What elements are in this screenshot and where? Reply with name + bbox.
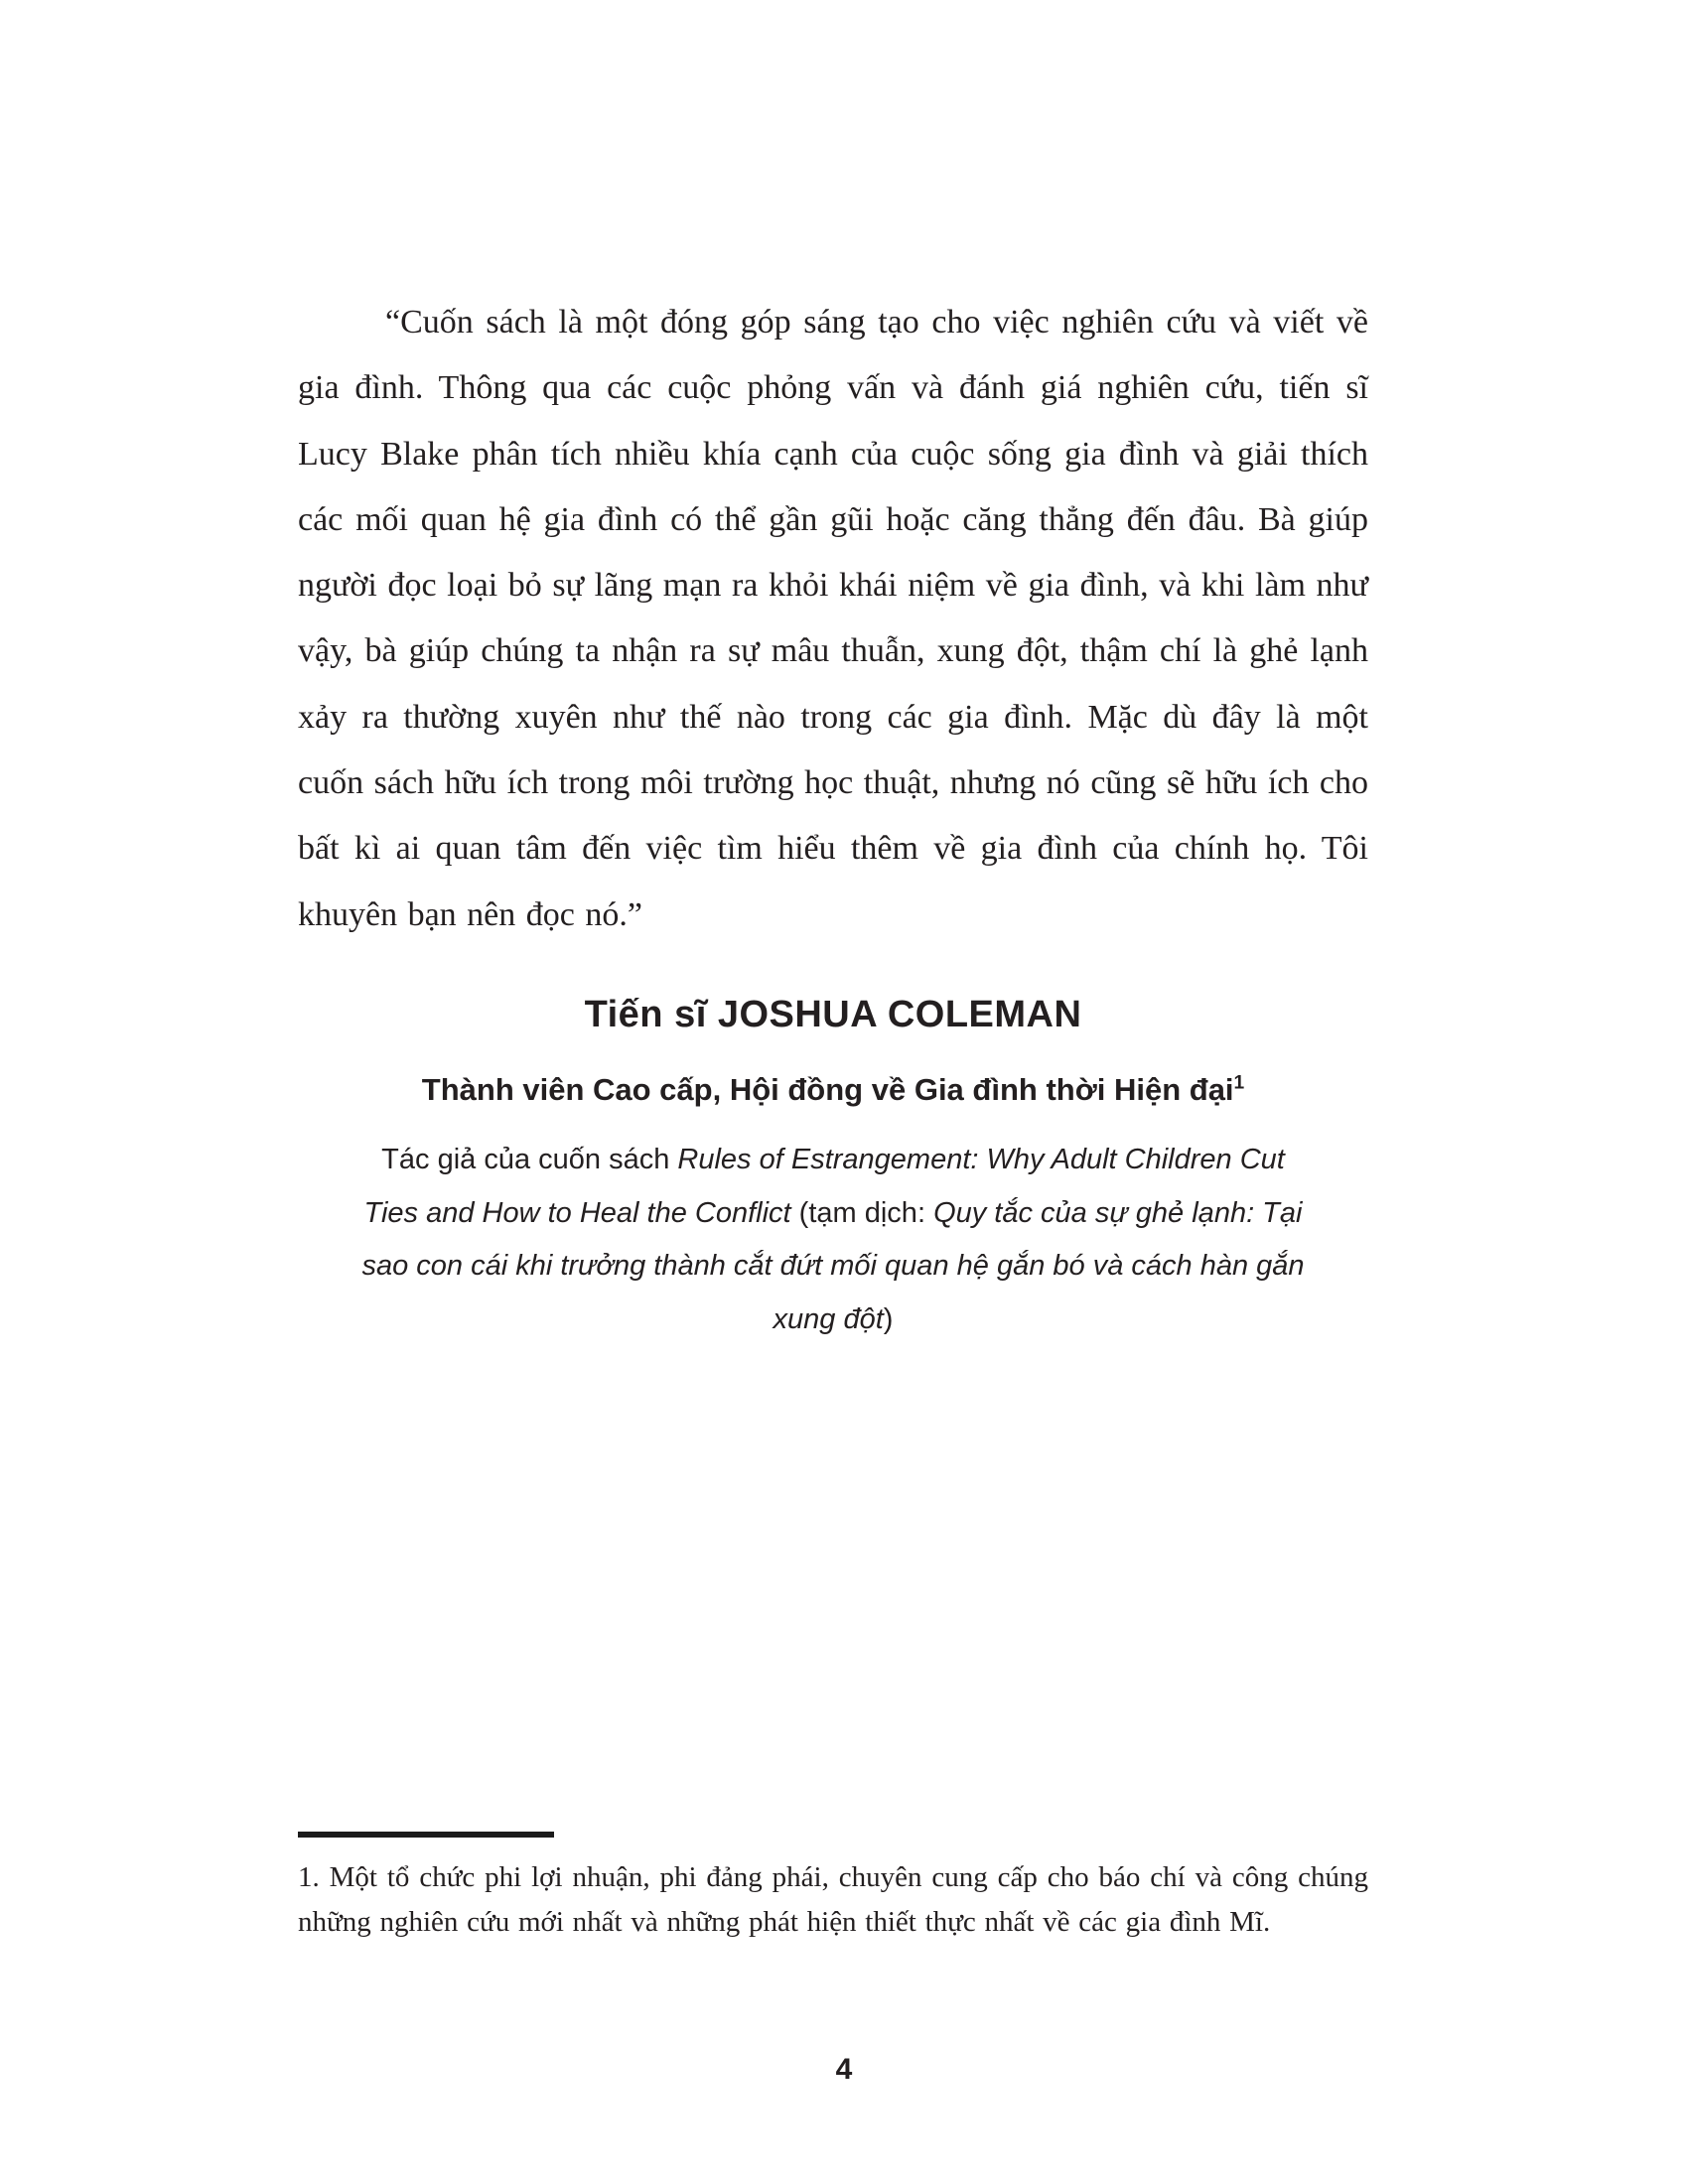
testimonial-quote: “Cuốn sách là một đóng góp sáng tạo cho việc nghiên cứu và viết về gia đình. Thông qua các cuộc phỏng vấn và đánh giá nghiên cứu, tiến sĩ Lucy Blake phân tích nhiều khía cạnh của cuộc sống gia đình và giải thích các mối quan hệ gia đình có thể gần gũi hoặc căng thẳng đến đâu. Bà giúp người đọc loại bỏ sự lãng mạn ra khỏi khái niệm về gia đình, và khi làm như vậy, bà giúp chúng ta nhận ra sự mâu thuẫn, xung đột, thậm chí là ghẻ lạnh xảy ra thường xuyên như thế nào trong các gia đình. Mặc dù đây là một cuốn sách hữu ích trong môi trường học thuật, nhưng nó cũng sẽ hữu ích cho bất kì ai quan tâm đến việc tìm hiểu thêm về gia đình của chính họ. Tôi khuyên bạn nên đọc nó.”	[298, 304, 1368, 933]
bio-book-title-vietnamese: Quy tắc của sự ghẻ lạnh: Tại sao con cái khi trưởng thành cắt đứt mối quan hệ gắn bó và cách hàn gắn xung đột	[361, 1196, 1305, 1335]
footnote-divider	[298, 1832, 554, 1838]
bio-lead-text: Tác giả của cuốn sách	[381, 1143, 678, 1175]
attribution-role-text: Thành viên Cao cấp, Hội đồng về Gia đình thời Hiện đại	[421, 1071, 1234, 1107]
footnote-area	[298, 1832, 1368, 1945]
attribution-bio	[351, 1134, 1316, 1347]
footnote-text	[298, 1855, 1368, 1945]
footnote-reference-marker: 1	[1233, 1072, 1245, 1094]
page-number: 4	[835, 2053, 853, 2086]
attribution-role	[298, 1072, 1368, 1108]
bio-mid-text: (tạm dịch:	[790, 1196, 934, 1229]
page-content	[298, 290, 1368, 1347]
footnote-body: Một tổ chức phi lợi nhuận, phi đảng phái, chuyên cung cấp cho báo chí và công chúng những nghiên cứu mới nhất và những phát hiện thiết thực nhất về các gia đình Mĩ.	[298, 1861, 1368, 1938]
footnote-marker: 1.	[298, 1861, 320, 1893]
bio-tail-text: )	[883, 1302, 894, 1335]
attribution-name: Tiến sĩ JOSHUA COLEMAN	[584, 993, 1082, 1035]
bio-book-title-english: Rules of Estrangement: Why Adult Children Cut Ties and How to Heal the Conflict	[363, 1143, 1285, 1229]
